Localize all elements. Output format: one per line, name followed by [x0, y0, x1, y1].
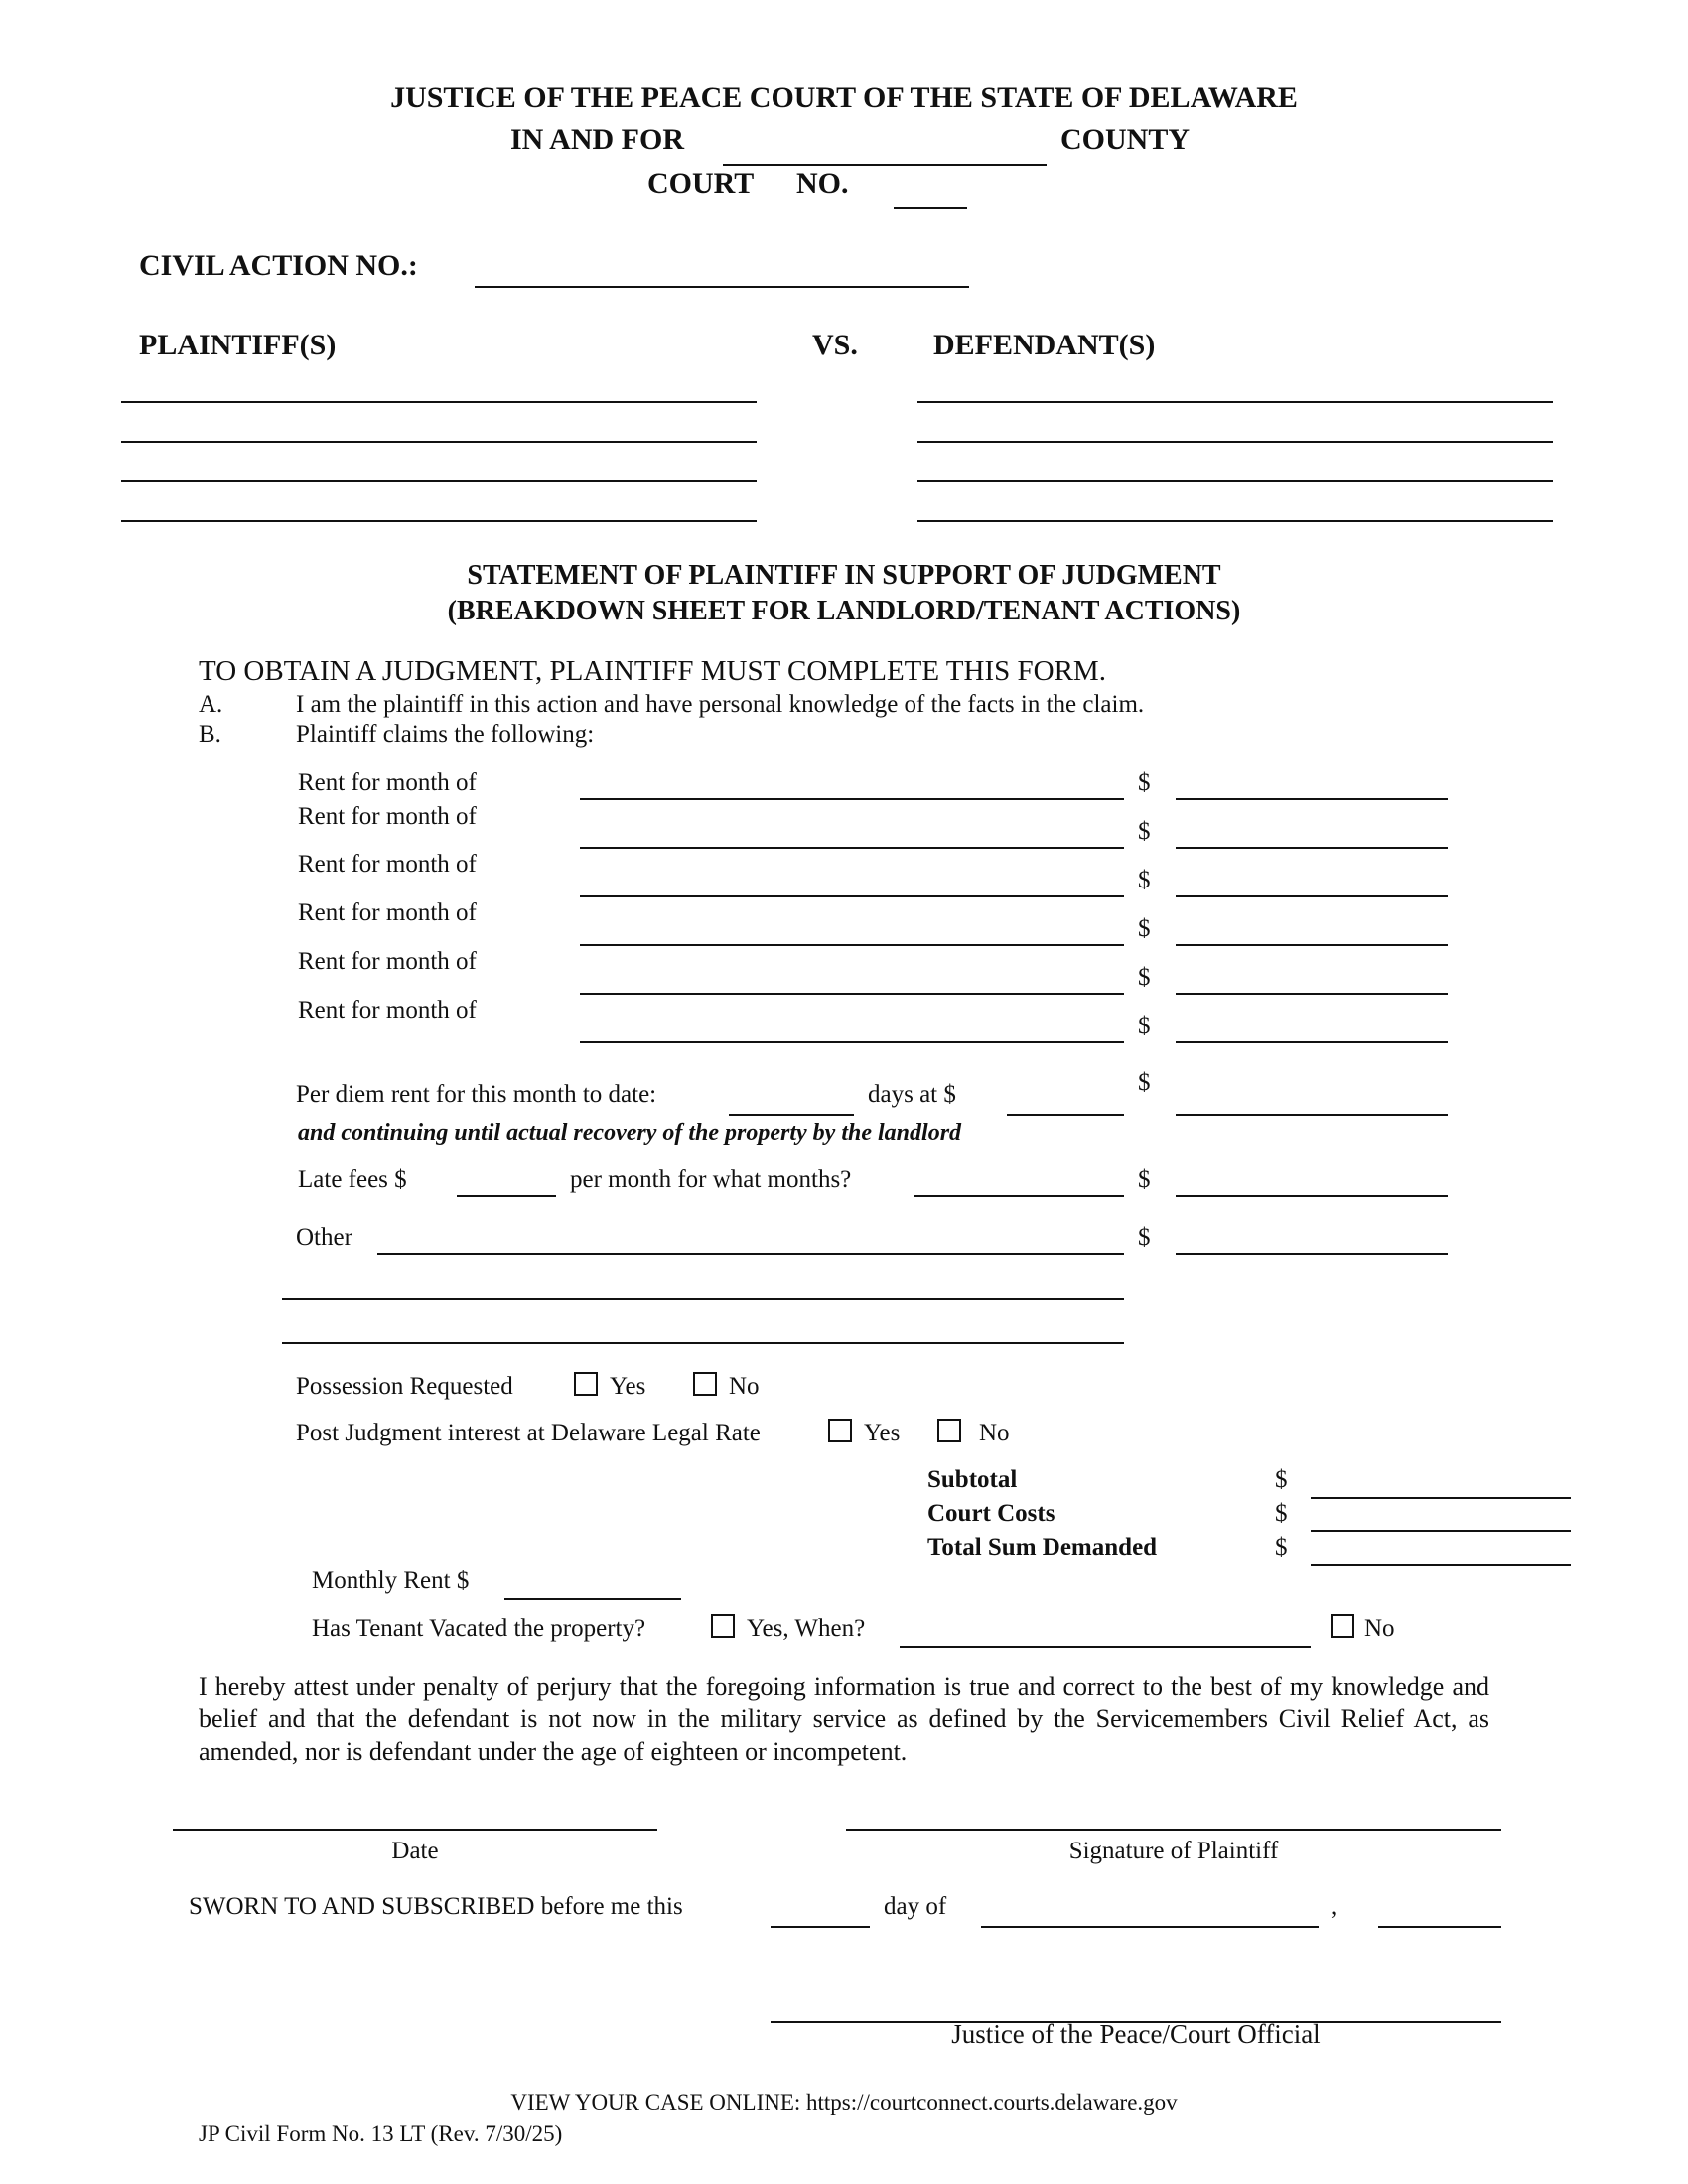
per-diem-amount-field[interactable]	[1176, 1088, 1448, 1116]
dollar-sign: $	[1138, 1224, 1151, 1251]
vacated-yes-checkbox[interactable]	[711, 1614, 735, 1638]
attestation-text: I hereby attest under penalty of perjury that the foregoing information is true and correct to the best of my knowledge and belief and that the defendant is not now in the military service as defined by the Servicemembers Civil Relief Act, as amended, nor is defendant under the age of eighteen or incompetent.	[199, 1672, 1489, 1766]
interest-label: Post Judgment interest at Delaware Legal Rate	[296, 1420, 761, 1446]
interest-yes-label: Yes	[864, 1420, 901, 1446]
form-number: JP Civil Form No. 13 LT (Rev. 7/30/25)	[199, 2121, 563, 2146]
plaintiff-line-2[interactable]	[121, 415, 757, 443]
per-month-label: per month for what months?	[570, 1166, 852, 1193]
county-field[interactable]	[723, 138, 1047, 166]
days-at-label: days at $	[868, 1081, 956, 1108]
sworn-label: SWORN TO AND SUBSCRIBED before me this	[189, 1893, 683, 1920]
defendant-line-2[interactable]	[917, 415, 1553, 443]
court-no-label: NO.	[796, 167, 849, 200]
monthly-rent-field[interactable]	[504, 1572, 681, 1600]
court-costs-label: Court Costs	[927, 1500, 1055, 1527]
official-label: Justice of the Peace/Court Official	[951, 2019, 1321, 2049]
other-amount-field[interactable]	[1176, 1227, 1448, 1255]
rent-amount-field-2[interactable]	[1176, 821, 1448, 849]
court-label: COURT	[647, 167, 755, 200]
vacated-date-field[interactable]	[900, 1620, 1311, 1648]
per-diem-rate-field[interactable]	[1007, 1088, 1124, 1116]
court-costs-field[interactable]	[1311, 1504, 1571, 1532]
rent-amount-field-4[interactable]	[1176, 918, 1448, 946]
other-description-field-2[interactable]	[282, 1273, 1124, 1300]
dollar-sign: $	[1138, 1166, 1151, 1193]
per-diem-label: Per diem rent for this month to date:	[296, 1081, 657, 1108]
defendant-line-1[interactable]	[917, 375, 1553, 403]
item-b-marker: B.	[199, 721, 221, 748]
total-sum-label: Total Sum Demanded	[927, 1534, 1158, 1561]
subtotal-label: Subtotal	[927, 1466, 1018, 1493]
statement-subtitle: (BREAKDOWN SHEET FOR LANDLORD/TENANT ACTIONS)	[447, 596, 1241, 626]
rent-month-label-4: Rent for month of	[298, 899, 477, 926]
other-label: Other	[296, 1224, 352, 1251]
item-a-marker: A.	[199, 691, 223, 718]
rent-amount-field-3[interactable]	[1176, 870, 1448, 897]
court-title: JUSTICE OF THE PEACE COURT OF THE STATE OF DELAWARE	[390, 81, 1298, 114]
civil-action-number-field[interactable]	[475, 260, 969, 288]
sworn-month-field[interactable]	[981, 1900, 1319, 1928]
instructions-heading: TO OBTAIN A JUDGMENT, PLAINTIFF MUST COMPLETE THIS FORM.	[199, 655, 1106, 687]
plaintiff-line-4[interactable]	[121, 494, 757, 522]
sworn-day-field[interactable]	[771, 1900, 870, 1928]
possession-yes-label: Yes	[610, 1373, 646, 1400]
vacated-no-label: No	[1364, 1615, 1395, 1642]
dollar-sign: $	[1138, 1069, 1151, 1096]
per-diem-days-field[interactable]	[729, 1088, 854, 1116]
view-case-online-text: VIEW YOUR CASE ONLINE: https://courtconnect.courts.delaware.gov	[510, 2090, 1178, 2115]
late-fees-label: Late fees $	[298, 1166, 407, 1193]
possession-yes-checkbox[interactable]	[574, 1372, 598, 1396]
total-sum-field[interactable]	[1311, 1538, 1571, 1566]
plaintiff-line-3[interactable]	[121, 455, 757, 482]
subtotal-field[interactable]	[1311, 1471, 1571, 1499]
civil-action-label: CIVIL ACTION NO.:	[139, 249, 418, 282]
rent-month-field-3[interactable]	[580, 870, 1124, 897]
date-field[interactable]	[173, 1803, 657, 1831]
rent-amount-field-5[interactable]	[1176, 967, 1448, 995]
rent-month-label-1: Rent for month of	[298, 769, 477, 796]
dollar-sign: $	[1138, 1013, 1151, 1039]
possession-no-checkbox[interactable]	[693, 1372, 717, 1396]
court-number-field[interactable]	[894, 182, 967, 209]
vacated-yes-when-label: Yes, When?	[747, 1615, 866, 1642]
rent-month-label-5: Rent for month of	[298, 948, 477, 975]
other-description-field-1[interactable]	[377, 1227, 1124, 1255]
dollar-sign: $	[1275, 1466, 1288, 1493]
dollar-sign: $	[1138, 915, 1151, 942]
other-description-field-3[interactable]	[282, 1316, 1124, 1344]
rent-month-field-6[interactable]	[580, 1016, 1124, 1043]
late-fees-total-field[interactable]	[1176, 1169, 1448, 1197]
possession-no-label: No	[729, 1373, 760, 1400]
defendant-line-3[interactable]	[917, 455, 1553, 482]
rent-amount-field-6[interactable]	[1176, 1016, 1448, 1043]
plaintiffs-label: PLAINTIFF(S)	[139, 329, 337, 361]
monthly-rent-label: Monthly Rent $	[312, 1568, 470, 1594]
possession-label: Possession Requested	[296, 1373, 513, 1400]
rent-month-field-2[interactable]	[580, 821, 1124, 849]
item-a-text: I am the plaintiff in this action and have personal knowledge of the facts in the claim.	[296, 691, 1145, 718]
defendants-label: DEFENDANT(S)	[933, 329, 1156, 361]
continuing-note: and continuing until actual recovery of the property by the landlord	[298, 1120, 962, 1146]
plaintiff-signature-label: Signature of Plaintiff	[1068, 1838, 1279, 1864]
rent-month-label-2: Rent for month of	[298, 803, 477, 830]
dollar-sign: $	[1138, 964, 1151, 991]
rent-month-field-4[interactable]	[580, 918, 1124, 946]
dollar-sign: $	[1275, 1534, 1288, 1561]
sworn-year-field[interactable]	[1378, 1900, 1501, 1928]
vacated-no-checkbox[interactable]	[1331, 1614, 1354, 1638]
vs-label: VS.	[812, 329, 858, 361]
item-b-text: Plaintiff claims the following:	[296, 721, 595, 748]
interest-no-label: No	[979, 1420, 1010, 1446]
late-fee-months-field[interactable]	[914, 1169, 1124, 1197]
comma-separator: ,	[1331, 1893, 1337, 1920]
interest-yes-checkbox[interactable]	[828, 1419, 852, 1442]
date-label: Date	[391, 1838, 439, 1864]
rent-amount-field-1[interactable]	[1176, 772, 1448, 800]
defendant-line-4[interactable]	[917, 494, 1553, 522]
late-fee-amount-field[interactable]	[457, 1169, 556, 1197]
day-of-label: day of	[884, 1893, 947, 1920]
vacated-label: Has Tenant Vacated the property?	[312, 1615, 646, 1642]
rent-month-field-5[interactable]	[580, 967, 1124, 995]
dollar-sign: $	[1138, 818, 1151, 845]
dollar-sign: $	[1138, 769, 1151, 796]
rent-month-label-6: Rent for month of	[298, 997, 477, 1024]
plaintiff-line-1[interactable]	[121, 375, 757, 403]
rent-month-field-1[interactable]	[580, 772, 1124, 800]
dollar-sign: $	[1275, 1500, 1288, 1527]
county-label: COUNTY	[1060, 123, 1191, 156]
in-and-for-label: IN AND FOR	[510, 123, 685, 156]
interest-no-checkbox[interactable]	[937, 1419, 961, 1442]
plaintiff-signature-field[interactable]	[846, 1803, 1501, 1831]
statement-title: STATEMENT OF PLAINTIFF IN SUPPORT OF JUDGMENT	[467, 560, 1221, 591]
dollar-sign: $	[1138, 867, 1151, 893]
rent-month-label-3: Rent for month of	[298, 851, 477, 878]
